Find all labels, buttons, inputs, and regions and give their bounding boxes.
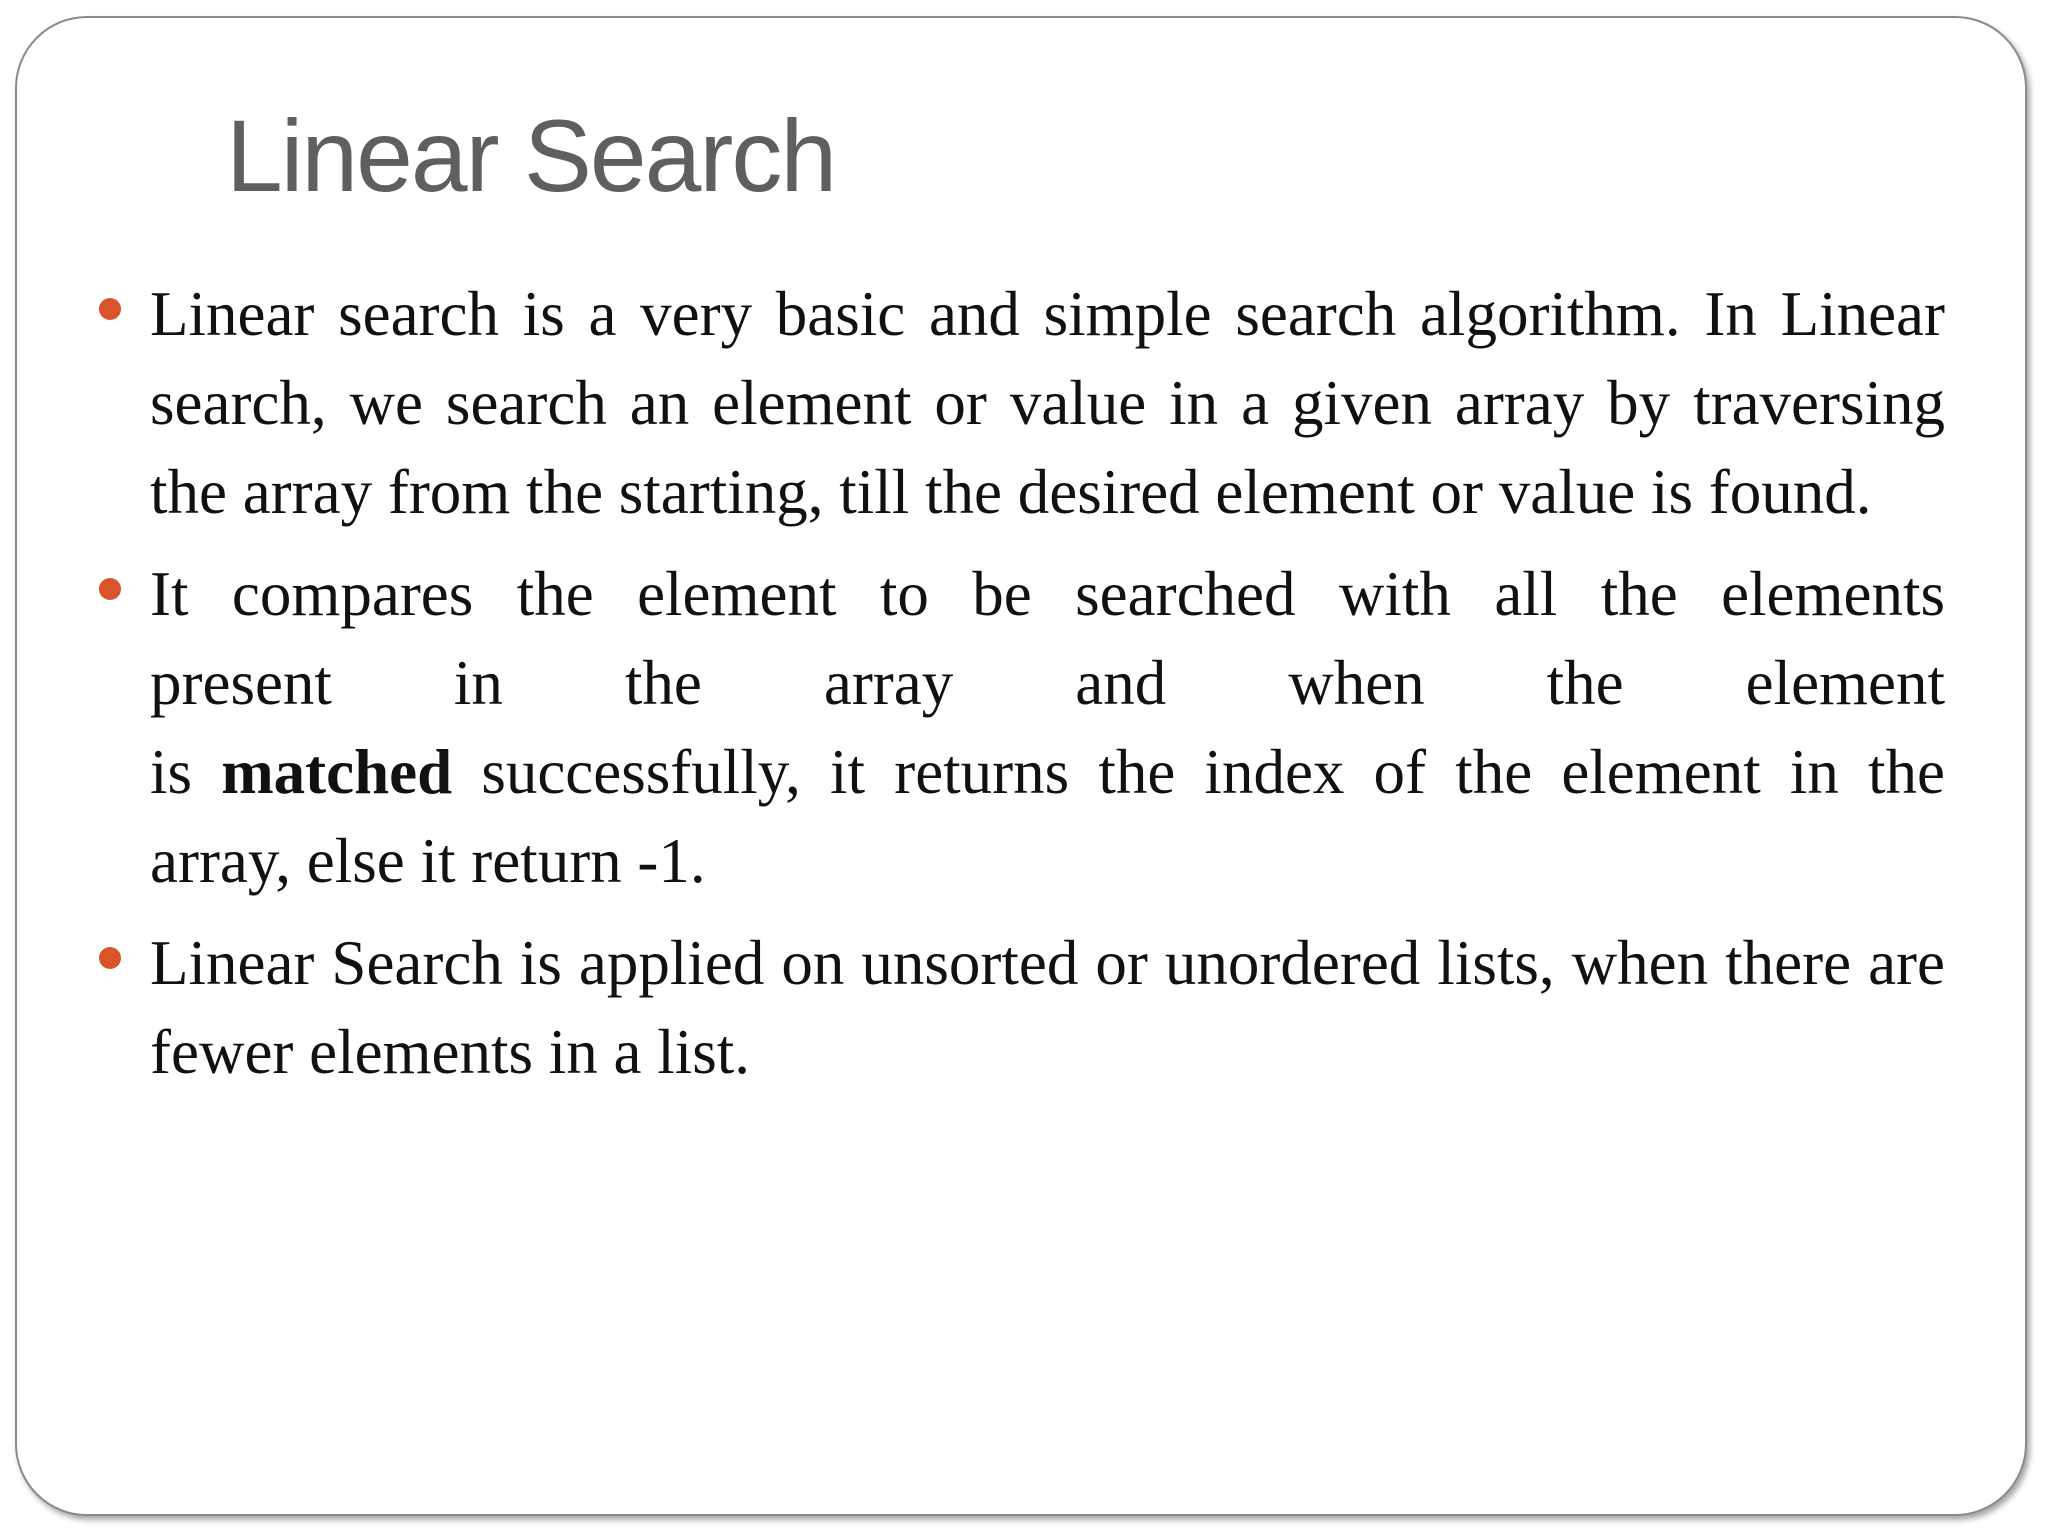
- bullet-item-3: [150, 919, 1945, 1097]
- bullet-dot-icon: [99, 298, 121, 320]
- bullet-dot-icon: [99, 578, 121, 600]
- bullet-2-suffix: successfully, it returns the index of the element in the array, else it return -1.: [150, 737, 1945, 896]
- bullet-2-prefix: is: [150, 737, 222, 807]
- bullet-dot-icon: [99, 947, 121, 969]
- bullet-2-rest: [150, 737, 1945, 896]
- bullet-2-line-1: It compares the element to be searched with all the elements: [150, 559, 1945, 629]
- bullet-item-1: [150, 270, 1945, 537]
- bullet-text-3: Linear Search is applied on unsorted or unordered lists, when there are fewer elements in a list.: [150, 928, 1945, 1087]
- bullet-2-bold-word: matched: [221, 737, 453, 807]
- bullet-text-1: Linear search is a very basic and simple search algorithm. In Linear search, we search an element or value in a given array by traversing the array from the starting, till the desired element or value is found.: [150, 279, 1945, 527]
- bullet-2-line-2: present in the array and when the element: [150, 648, 1945, 718]
- slide-title: Linear Search: [226, 99, 836, 213]
- bullet-item-2: [150, 550, 1945, 906]
- bullet-list: [150, 270, 1945, 1110]
